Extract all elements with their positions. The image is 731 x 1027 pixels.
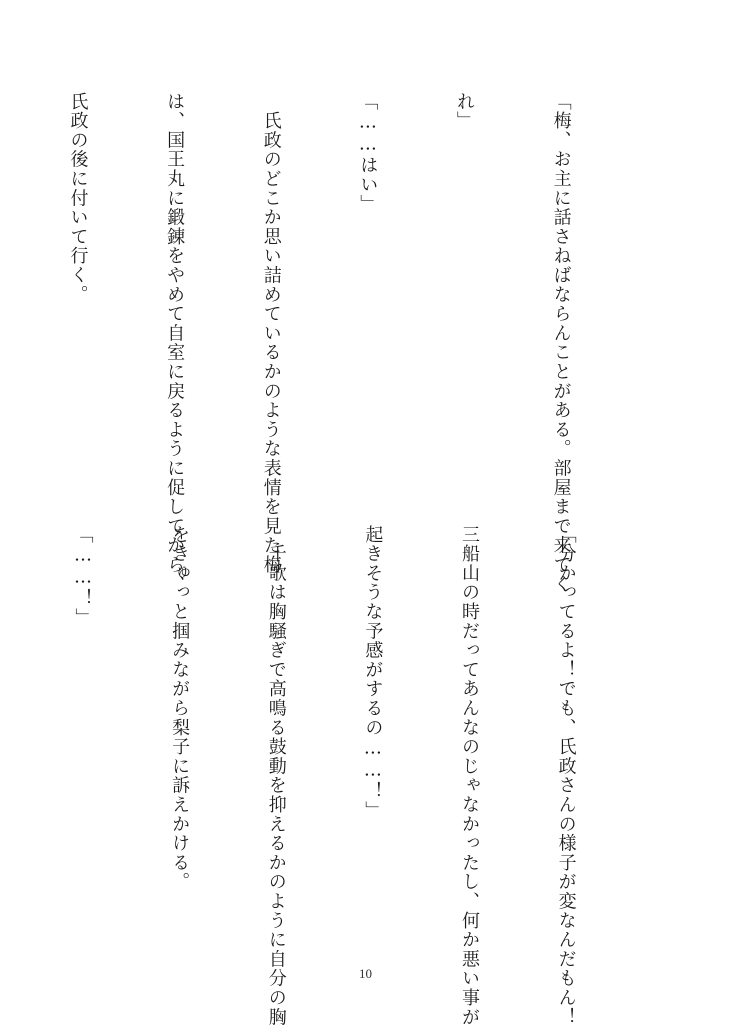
text-line: 千歌は胸騒ぎで高鳴る鼓動を抑えるかのように自分の胸	[265, 525, 287, 1027]
text-line: 起きそうな予感がするの……！」	[362, 525, 384, 821]
text-line: 「……はい」	[357, 92, 379, 214]
text-line: 「……！」	[72, 525, 94, 628]
upper-text-block	[0, 92, 641, 594]
page-number: 10	[359, 966, 372, 981]
text-line	[0, 525, 2, 945]
text-line: 氏政のどこか思い詰めているかのような表情を見た梅	[260, 92, 282, 575]
text-line: をきゅっと掴みながら梨子に訴えかける。	[169, 525, 191, 892]
text-line: 氏政の後に付いて行く。	[67, 92, 89, 305]
text-line: れ」	[453, 92, 475, 131]
text-line: は、国王丸に鍛錬をやめて自室に戻るように促してから、	[164, 92, 186, 594]
text-line: 「分かってるよ！でも、氏政さんの様子が変なんだもん！	[555, 525, 577, 1027]
text-line: 「梅、お主に話さねばならんことがある。部屋まで来てく	[550, 92, 572, 594]
text-line: 三船山の時だってあんなのじゃなかったし、何か悪い事が	[458, 525, 480, 1027]
